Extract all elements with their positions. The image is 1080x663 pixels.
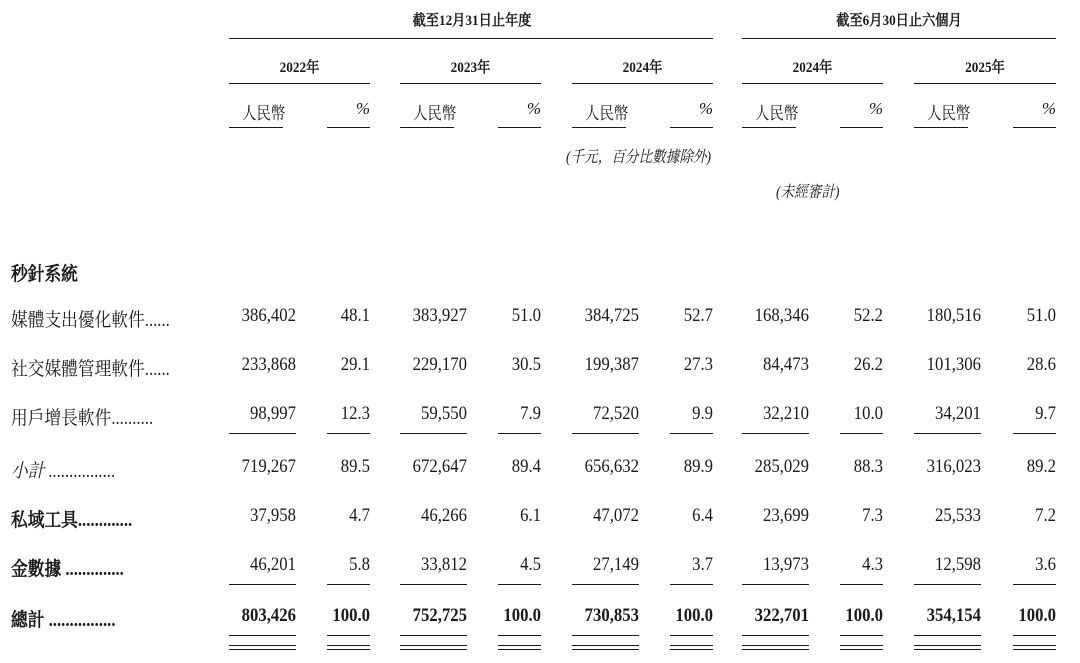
subheader-rule <box>400 127 454 128</box>
percent-header: % <box>868 99 883 118</box>
table-cell: 100.0 <box>332 605 370 626</box>
group-rule-annual <box>229 38 713 39</box>
table-cell: 47,072 <box>593 505 639 526</box>
row-label: 總計 ................ <box>11 610 116 631</box>
group-rule-six-months <box>742 38 1056 39</box>
table-cell: 6.4 <box>692 505 713 526</box>
double-underline-rule <box>572 645 639 650</box>
table-cell: 316,023 <box>926 456 981 477</box>
table-cell: 52.2 <box>853 305 883 326</box>
table-cell: 100.0 <box>1018 605 1056 626</box>
double-underline-rule <box>229 645 296 650</box>
table-cell: 5.8 <box>349 554 370 575</box>
year-rule <box>229 83 370 84</box>
underline-rule <box>742 584 809 585</box>
table-cell: 168,346 <box>754 305 809 326</box>
underline-rule <box>914 584 981 585</box>
group-header-annual: 截至12月31日止年度 <box>412 13 532 29</box>
year-rule <box>742 83 883 84</box>
underline-rule <box>498 433 541 434</box>
underline-rule <box>400 584 467 585</box>
underline-rule <box>400 635 467 636</box>
currency-header: 人民幣 <box>927 104 971 123</box>
table-cell: 13,973 <box>763 554 809 575</box>
section-title: 秒針系統 <box>11 264 78 285</box>
subheader-rule <box>914 127 968 128</box>
table-cell: 9.7 <box>1035 403 1056 424</box>
table-cell: 100.0 <box>845 605 883 626</box>
unit-note: (千元，百分比數據除外) <box>566 149 712 166</box>
percent-header: % <box>698 99 713 118</box>
table-cell: 51.0 <box>511 305 541 326</box>
table-cell: 229,170 <box>412 354 467 375</box>
underline-rule <box>572 635 639 636</box>
underline-rule <box>1013 635 1056 636</box>
underline-rule <box>670 433 713 434</box>
double-underline-rule <box>742 645 809 650</box>
double-underline-rule <box>498 645 541 650</box>
table-cell: 72,520 <box>593 403 639 424</box>
year-rule <box>572 83 713 84</box>
table-cell: 180,516 <box>926 305 981 326</box>
table-cell: 26.2 <box>853 354 883 375</box>
row-label: 金數據 .............. <box>11 559 124 580</box>
year-header-2024: 2024年 <box>622 60 663 76</box>
table-cell: 27,149 <box>593 554 639 575</box>
table-cell: 32,210 <box>763 403 809 424</box>
row-label: 小計 ................ <box>11 461 116 482</box>
row-label: 私域工具............. <box>11 510 133 531</box>
currency-header: 人民幣 <box>413 104 457 123</box>
underline-rule <box>1013 433 1056 434</box>
table-cell: 7.3 <box>862 505 883 526</box>
currency-header: 人民幣 <box>755 104 799 123</box>
year-rule <box>914 83 1056 84</box>
table-cell: 89.5 <box>340 456 370 477</box>
underline-rule <box>670 584 713 585</box>
table-cell: 89.9 <box>683 456 713 477</box>
subheader-rule <box>1013 127 1056 128</box>
table-cell: 7.9 <box>520 403 541 424</box>
percent-header: % <box>526 99 541 118</box>
table-cell: 89.2 <box>1026 456 1056 477</box>
underline-rule <box>840 635 883 636</box>
table-cell: 4.3 <box>862 554 883 575</box>
subheader-rule <box>742 127 796 128</box>
underline-rule <box>400 433 467 434</box>
table-cell: 4.5 <box>520 554 541 575</box>
table-cell: 88.3 <box>853 456 883 477</box>
table-cell: 199,387 <box>584 354 639 375</box>
table-cell: 100.0 <box>503 605 541 626</box>
table-cell: 656,632 <box>584 456 639 477</box>
table-cell: 29.1 <box>340 354 370 375</box>
percent-header: % <box>355 99 370 118</box>
table-cell: 48.1 <box>340 305 370 326</box>
double-underline-rule <box>914 645 981 650</box>
subheader-rule <box>327 127 370 128</box>
underline-rule <box>498 635 541 636</box>
underline-rule <box>327 584 370 585</box>
underline-rule <box>840 433 883 434</box>
table-cell: 46,266 <box>421 505 467 526</box>
table-cell: 9.9 <box>692 403 713 424</box>
table-cell: 100.0 <box>675 605 713 626</box>
underline-rule <box>327 635 370 636</box>
subheader-rule <box>229 127 283 128</box>
table-cell: 12,598 <box>935 554 981 575</box>
unaudited-note: (未經審計) <box>776 184 840 201</box>
underline-rule <box>572 584 639 585</box>
underline-rule <box>1013 584 1056 585</box>
underline-rule <box>670 635 713 636</box>
year-header-2025-h1: 2025年 <box>965 60 1005 76</box>
group-header-six-months: 截至6月30日止六個月 <box>836 13 962 29</box>
table-cell: 37,958 <box>250 505 296 526</box>
table-cell: 51.0 <box>1026 305 1056 326</box>
table-cell: 101,306 <box>926 354 981 375</box>
table-cell: 3.6 <box>1035 554 1056 575</box>
underline-rule <box>742 635 809 636</box>
underline-rule <box>229 635 296 636</box>
table-cell: 383,927 <box>412 305 467 326</box>
currency-header: 人民幣 <box>585 104 629 123</box>
currency-header: 人民幣 <box>242 104 286 123</box>
table-cell: 285,029 <box>754 456 809 477</box>
table-cell: 34,201 <box>935 403 981 424</box>
underline-rule <box>572 433 639 434</box>
table-cell: 84,473 <box>763 354 809 375</box>
double-underline-rule <box>327 645 370 650</box>
subheader-rule <box>840 127 883 128</box>
table-cell: 12.3 <box>340 403 370 424</box>
row-label: 媒體支出優化軟件...... <box>11 310 170 331</box>
table-cell: 89.4 <box>511 456 541 477</box>
table-cell: 46,201 <box>250 554 296 575</box>
table-cell: 386,402 <box>241 305 296 326</box>
underline-rule <box>914 635 981 636</box>
percent-header: % <box>1041 99 1056 118</box>
table-cell: 7.2 <box>1035 505 1056 526</box>
table-cell: 52.7 <box>683 305 713 326</box>
underline-rule <box>914 433 981 434</box>
subheader-rule <box>572 127 626 128</box>
table-cell: 59,550 <box>421 403 467 424</box>
table-cell: 730,853 <box>584 605 639 626</box>
underline-rule <box>742 433 809 434</box>
table-cell: 30.5 <box>511 354 541 375</box>
table-cell: 28.6 <box>1026 354 1056 375</box>
table-cell: 233,868 <box>241 354 296 375</box>
double-underline-rule <box>400 645 467 650</box>
table-cell: 803,426 <box>241 605 296 626</box>
table-cell: 33,812 <box>421 554 467 575</box>
table-cell: 23,699 <box>763 505 809 526</box>
table-cell: 672,647 <box>412 456 467 477</box>
underline-rule <box>229 584 296 585</box>
table-cell: 384,725 <box>584 305 639 326</box>
table-cell: 719,267 <box>241 456 296 477</box>
table-cell: 6.1 <box>520 505 541 526</box>
table-cell: 25,533 <box>935 505 981 526</box>
row-label: 社交媒體管理軟件...... <box>11 359 170 380</box>
year-rule <box>400 83 541 84</box>
underline-rule <box>840 584 883 585</box>
table-cell: 322,701 <box>754 605 809 626</box>
double-underline-rule <box>1013 645 1056 650</box>
table-cell: 4.7 <box>349 505 370 526</box>
subheader-rule <box>498 127 541 128</box>
row-label: 用戶增長軟件.......... <box>11 408 154 429</box>
year-header-2023: 2023年 <box>450 60 491 76</box>
underline-rule <box>327 433 370 434</box>
table-cell: 10.0 <box>853 403 883 424</box>
year-header-2024-h1: 2024年 <box>792 60 833 76</box>
table-cell: 27.3 <box>683 354 713 375</box>
table-cell: 3.7 <box>692 554 713 575</box>
year-header-2022: 2022年 <box>279 60 320 76</box>
table-cell: 354,154 <box>926 605 981 626</box>
underline-rule <box>498 584 541 585</box>
double-underline-rule <box>670 645 713 650</box>
table-cell: 98,997 <box>250 403 296 424</box>
subheader-rule <box>670 127 713 128</box>
underline-rule <box>229 433 296 434</box>
double-underline-rule <box>840 645 883 650</box>
table-cell: 752,725 <box>412 605 467 626</box>
